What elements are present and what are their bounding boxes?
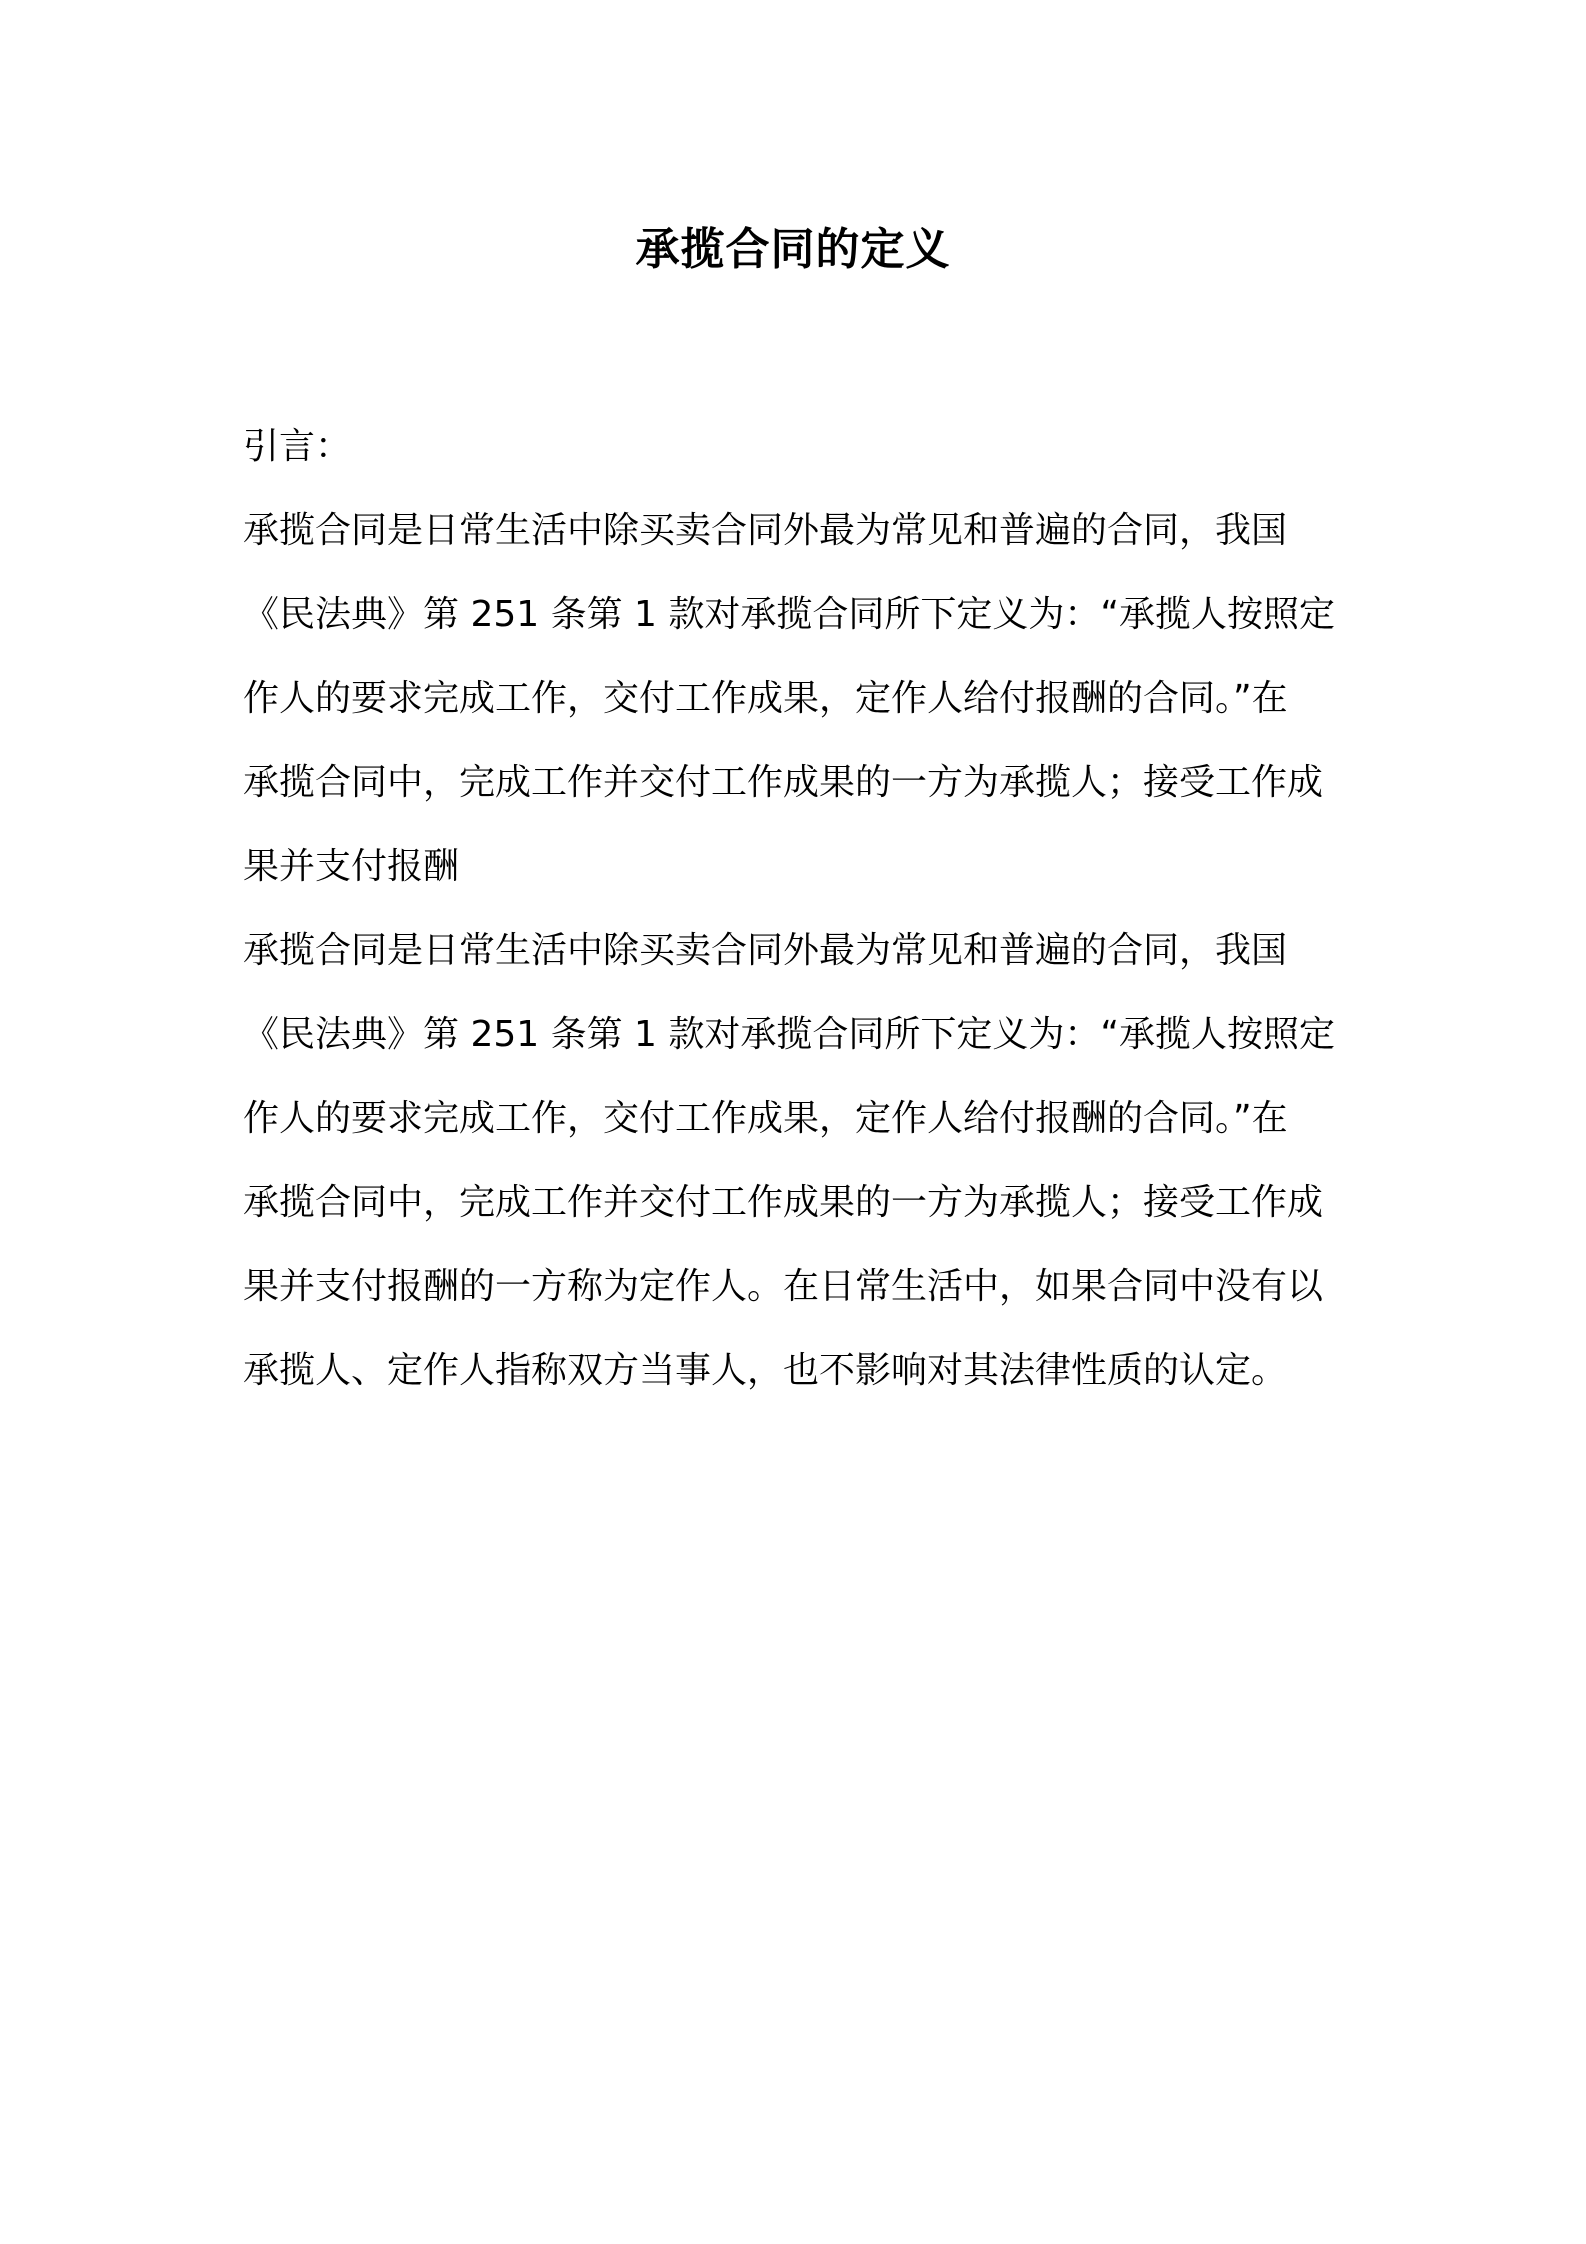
paragraph-line: 果并支付报酬的一方称为定作人。在日常生活中，如果合同中没有以 bbox=[243, 1266, 1324, 1307]
paragraph-line: 作人的要求完成工作，交付工作成果，定作人给付报酬的合同。”在 bbox=[243, 678, 1288, 719]
paragraph-2 bbox=[243, 909, 1353, 1413]
paragraph-line: 承揽合同中，完成工作并交付工作成果的一方为承揽人；接受工作成 bbox=[243, 1182, 1324, 1223]
paragraph-line: 承揽人、定作人指称双方当事人，也不影响对其法律性质的认定。 bbox=[243, 1350, 1288, 1391]
document-body bbox=[243, 405, 1353, 1413]
paragraph-line: 承揽合同是日常生活中除买卖合同外最为常见和普遍的合同，我国 bbox=[243, 930, 1288, 971]
paragraph-line: 作人的要求完成工作，交付工作成果，定作人给付报酬的合同。”在 bbox=[243, 1098, 1288, 1139]
paragraph-line: 《民法典》第 251 条第 1 款对承揽合同所下定义为：“承揽人按照定 bbox=[243, 1014, 1336, 1055]
paragraph-1 bbox=[243, 489, 1353, 909]
intro-label: 引言： bbox=[243, 426, 352, 467]
paragraph-line: 承揽合同中，完成工作并交付工作成果的一方为承揽人；接受工作成 bbox=[243, 762, 1324, 803]
paragraph-line: 果并支付报酬 bbox=[243, 846, 460, 887]
paragraph-line: 承揽合同是日常生活中除买卖合同外最为常见和普遍的合同，我国 bbox=[243, 510, 1288, 551]
paragraph-line: 《民法典》第 251 条第 1 款对承揽合同所下定义为：“承揽人按照定 bbox=[243, 594, 1336, 635]
page-title: 承揽合同的定义 bbox=[635, 224, 951, 275]
